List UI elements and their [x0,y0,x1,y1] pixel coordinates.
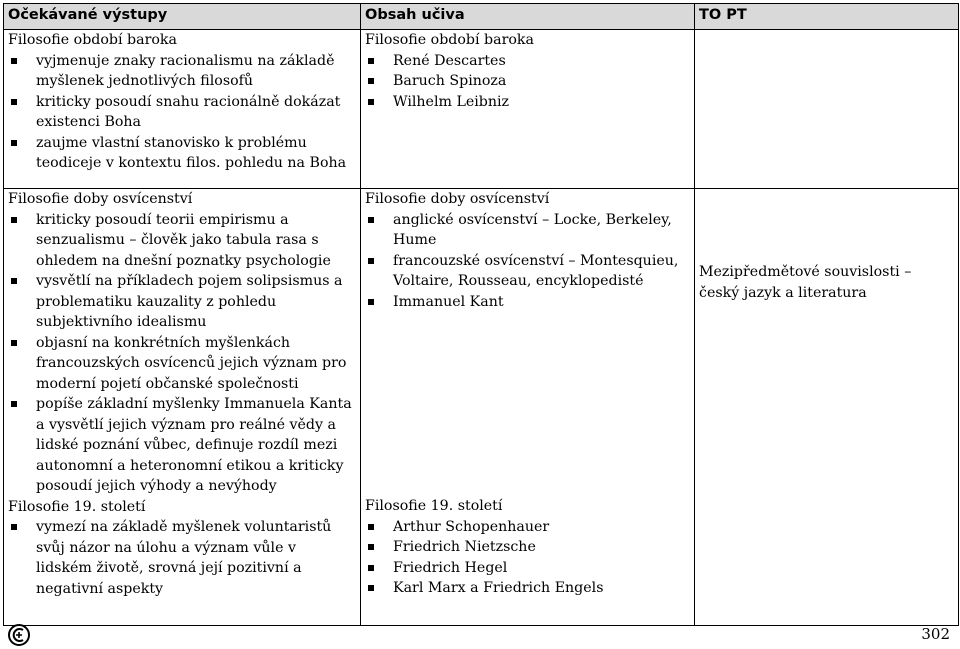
section-title: Filosofie 19. století [365,498,503,514]
cell-baroque-topics [695,30,959,189]
curriculum-table [3,3,959,626]
list-item: Baruch Spinoza [365,71,690,92]
list-item: vysvětlí na příkladech pojem solipsismus a problematiku kauzality z pohledu subjektivního idealismu [8,271,356,333]
list-item: Wilhelm Leibniz [365,92,690,113]
content-list [365,517,690,599]
list-item: Immanuel Kant [365,292,690,313]
content-list [365,210,690,313]
header-curriculum-content: Obsah učiva [361,4,695,30]
list-item: Friedrich Nietzsche [365,537,690,558]
section-title: Filosofie doby osvícenství [365,191,550,207]
content-list [365,51,690,113]
cell-enlightenment-content [361,189,695,626]
list-item: Friedrich Hegel [365,558,690,579]
list-item: vyjmenuje znaky racionalismu na základě myšlenek jednotlivých filosofů [8,51,356,92]
outcome-list [8,51,356,174]
list-item: popíše základní myšlenky Immanuela Kanta a vysvětlí jejich význam pro reálné vědy a lidské poznání vůbec, definuje rozdíl mezi autonomní a heteronomní etikou a kriticky posoudí jejich výhody a nevýhody [8,394,356,497]
list-item: anglické osvícenství – Locke, Berkeley, Hume [365,210,690,251]
cross-topics-text: Mezipředmětové souvislosti – český jazyk a literatura [699,264,912,301]
section-title: Filosofie doby osvícenství [8,191,193,207]
cell-baroque-outcomes [4,30,361,189]
page-number: 302 [921,625,950,643]
outcome-list [8,517,356,599]
cell-enlightenment-topics [695,189,959,626]
list-item: francouzské osvícenství – Montesquieu, Voltaire, Rousseau, encyklopedisté [365,251,690,292]
row-enlightenment [4,189,959,626]
list-item: vymezí na základě myšlenek voluntaristů svůj názor na úlohu a význam vůle v lidském životě, srovná její pozitivní a negativní aspekty [8,517,356,599]
header-row [4,4,959,30]
section-title: Filosofie období baroka [8,32,177,48]
page-footer [0,622,960,649]
section-title: Filosofie 19. století [8,498,146,515]
list-item: Arthur Schopenhauer [365,517,690,538]
list-item: objasní na konkrétních myšlenkách francouzských osvícenců jejich význam pro moderní pojetí občanské společnosti [8,333,356,395]
outcome-list [8,210,356,497]
list-item: René Descartes [365,51,690,72]
header-expected-outcomes: Očekávané výstupy [4,4,361,30]
list-item: kriticky posoudí snahu racionálně dokázat existenci Boha [8,92,356,133]
cell-enlightenment-outcomes [4,189,361,626]
section-title: Filosofie období baroka [365,32,534,48]
list-item: zaujme vlastní stanovisko k problému teodiceje v kontextu filos. pohledu na Boha [8,133,356,174]
list-item: Karl Marx a Friedrich Engels [365,578,690,599]
cell-baroque-content [361,30,695,189]
header-cross-topics: TO PT [695,4,959,30]
row-baroque [4,30,959,189]
school-logo-icon [7,623,31,647]
list-item: kriticky posoudí teorii empirismu a senzualismu – člověk jako tabula rasa s ohledem na dnešní poznatky psychologie [8,210,356,272]
